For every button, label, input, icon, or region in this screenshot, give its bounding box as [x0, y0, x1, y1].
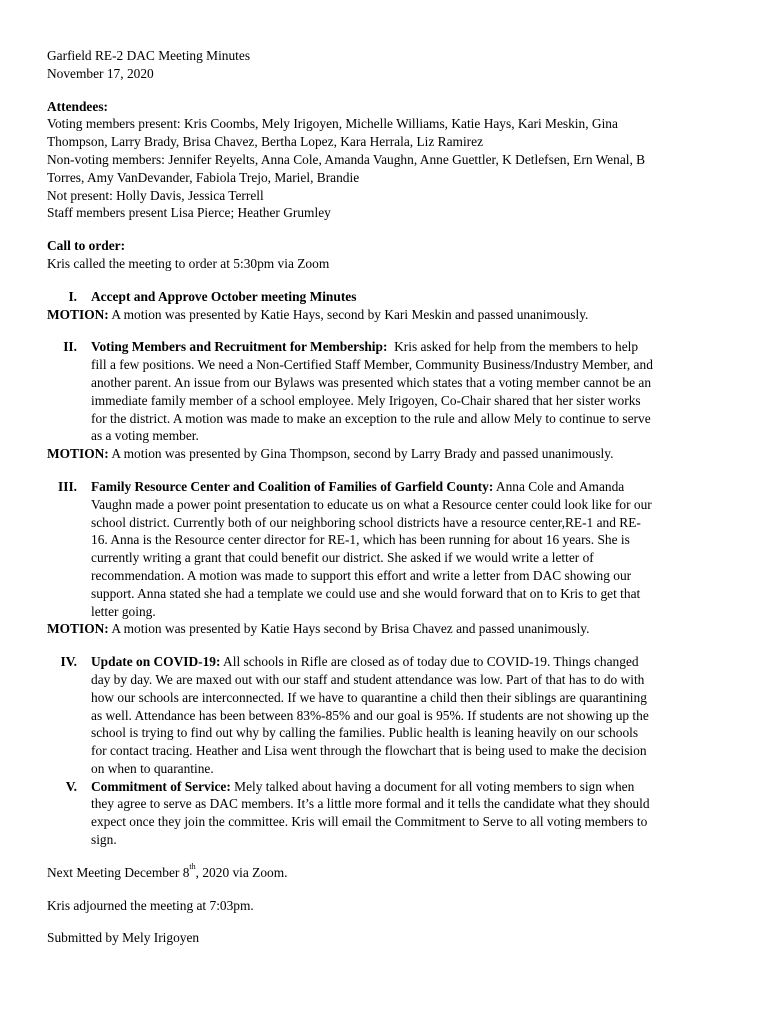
attendees-list [47, 115, 737, 222]
next-meeting-text: , 2020 via Zoom. [195, 864, 288, 880]
attendees-line: Non-voting members: Jennifer Reyelts, Anna Cole, Amanda Vaughn, Anne Guettler, K Detlefsen, Ern Wenal, B [47, 151, 646, 167]
section-title: Update on COVID-19: [91, 654, 221, 670]
adjourned-text: Kris adjourned the meeting at 7:03pm. [47, 897, 254, 913]
motion-label: MOTION: [47, 446, 109, 462]
attendees-line: Torres, Amy VanDevander, Fabiola Trejo, Mariel, Brandie [47, 169, 360, 185]
motion-text: A motion was presented by Katie Hays, second by Kari Meskin and passed unanimously. [108, 306, 589, 322]
section-body-line: school is trying to find out why by calling the families. Public health is leaning heavily on our schools [91, 725, 639, 741]
motion-label: MOTION: [47, 306, 109, 322]
section-number: V. [65, 778, 77, 794]
section-body-line: currently writing a grant that could benefit our district. She asked if we would write a letter of [91, 550, 594, 566]
agenda-section-2 [47, 338, 737, 445]
section-body-line: as a voting member. [91, 428, 199, 444]
section-body-line: fill a few positions. We need a Non-Certified Staff Member, Community Business/Industry Member, and [91, 357, 653, 373]
agenda-section-5 [47, 778, 737, 849]
section-title: Accept and Approve October meeting Minutes [91, 288, 357, 304]
section-body: All schools in Rifle are closed as of today due to COVID-19. Things changed [220, 654, 639, 670]
motion-text: A motion was presented by Katie Hays second by Brisa Chavez and passed unanimously. [108, 621, 590, 637]
section-body-line: support. Anna stated she had a template we could use and she would forward that on to Kris to get that [91, 585, 641, 601]
agenda-section-3 [47, 478, 737, 620]
section-body-line: sign. [91, 832, 117, 848]
section-body-line: Vaughn made a power point presentation to educate us on what a Resource center could look like for our [91, 496, 652, 512]
section-title: Commitment of Service: [91, 778, 231, 794]
section-body-line: for the district. A motion was made to make an exception to the rule and allow Mely to continue to serve [91, 410, 651, 426]
section-body-line: day by day. We are maxed out with our staff and student attendance was low. Part of that has to do with [91, 671, 645, 687]
section-body: Anna Cole and Amanda [493, 478, 625, 494]
attendees-line: Thompson, Larry Brady, Brisa Chavez, Bertha Lopez, Kara Herrala, Liz Ramirez [47, 134, 484, 150]
section-body-line: they agree to serve as DAC members. It’s a little more formal and it tells the candidate what they should [91, 796, 650, 812]
motion-text: A motion was presented by Gina Thompson, second by Larry Brady and passed unanimously. [108, 446, 614, 462]
meeting-date: November 17, 2020 [47, 65, 154, 81]
section-title: Voting Members and Recruitment for Membership: [91, 339, 388, 355]
section-body-line: for contact tracing. Heather and Lisa went through the flowchart that is being used to make the decision [91, 743, 647, 759]
section-number: III. [58, 478, 77, 494]
section-body-line: as well. Attendance has been between 83%-85% and our goal is 95%. If students are not showing up the [91, 707, 649, 723]
section-body-line: how our schools are interconnected. If we have to quarantine a child then their siblings are quarantining [91, 689, 647, 705]
section-body-line: letter going. [91, 603, 156, 619]
document-title: Garfield RE-2 DAC Meeting Minutes [47, 48, 251, 63]
section-body-line: immediate family member of a school employee. Mely Irigoyen, Co-Chair shared that her sister works [91, 392, 641, 408]
section-body: Kris asked for help from the members to help [387, 339, 639, 355]
attendees-heading: Attendees: [47, 98, 108, 114]
call-to-order-heading: Call to order: [47, 238, 126, 254]
section-number: I. [68, 288, 77, 304]
section-number: IV. [60, 654, 77, 670]
section-body-line: expect once they join the committee. Kris will email the Commitment to Serve to all voting members to [91, 814, 648, 830]
section-body-line: recommendation. A motion was made to support this effort and write a letter from DAC showing our [91, 567, 632, 583]
motion-label: MOTION: [47, 621, 109, 637]
agenda-section-1 [47, 288, 737, 306]
section-body-line: school district. Currently both of our neighboring school districts have a resource center,RE-1 and RE- [91, 514, 641, 530]
attendees-line: Staff members present Lisa Pierce; Heather Grumley [47, 205, 331, 221]
section-body: Mely talked about having a document for all voting members to sign when [230, 778, 635, 794]
next-meeting-text: Next Meeting December 8 [47, 864, 190, 880]
submitted-by: Submitted by Mely Irigoyen [47, 930, 200, 946]
agenda-section-4 [47, 653, 737, 778]
attendees-line: Not present: Holly Davis, Jessica Terrell [47, 187, 264, 203]
motion-2 [47, 445, 737, 463]
section-body-line: on when to quarantine. [91, 760, 214, 776]
motion-1 [47, 306, 737, 324]
minutes-document [47, 47, 737, 947]
section-number: II. [63, 339, 77, 355]
ordinal-suffix: th [189, 861, 196, 871]
section-title: Family Resource Center and Coalition of Families of Garfield County: [91, 478, 494, 494]
motion-3 [47, 620, 737, 638]
section-body-line: 16. Anna is the Resource center director for RE-1, which has been running for about 16 years. She is [91, 532, 630, 548]
next-meeting [47, 861, 737, 882]
section-body-line: another parent. An issue from our Bylaws was presented which states that a voting member cannot be an [91, 374, 652, 390]
attendees-line: Voting members present: Kris Coombs, Mely Irigoyen, Michelle Williams, Katie Hays, Kari Meskin, Gina [47, 116, 618, 132]
call-to-order-text: Kris called the meeting to order at 5:30pm via Zoom [47, 255, 330, 271]
